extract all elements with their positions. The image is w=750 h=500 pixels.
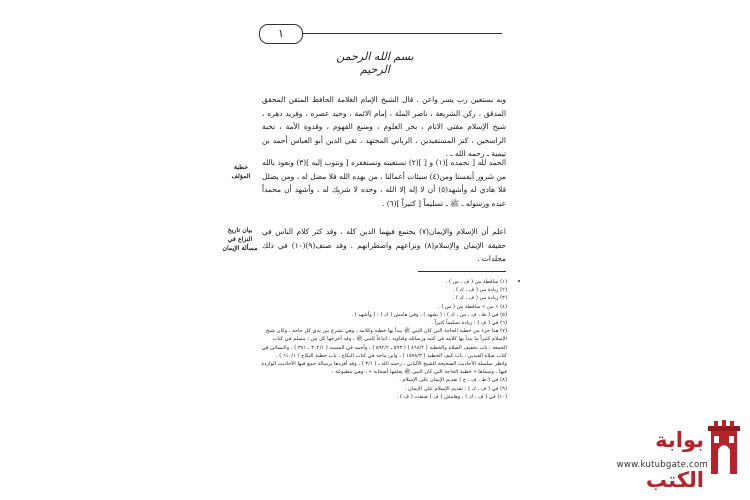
footnote: (٢) زيادة من ( ف ، ك ) .	[452, 287, 507, 294]
footnotes	[259, 278, 507, 401]
footnote: (٧) هذا جزء من خطبة الحاجة التي كان النبي ﷺ يبدأ بها خطبه وكلامه ، وهي تشرع بين يدي كل حاجة ، وكان شيخ الإسلام كثيراً ما يبدأ بها كلامه في كتبه ورسائله وفتاويه ، اتباعاً للنبي ﷺ ، وقد أخرجها كل من : مسلم في كتاب الجمعة ، باب تخفيف الصلاة والخطبة ( ٨٦٨/٢ ) ( ٥٩٣ ـ ٥٩٢/٢ ) ، وأحمد في المسند ( ٣٠٢/١ ، ٣٧١ ) ، والنسائي في كتاب صلاة العيدين ، باب كيف الخطبة ( ١٥٧٨/٣ ) ، وابن ماجه في كتاب النكاح ، باب خطبة النكاح ( ٦١٠/١ ) .	[261, 328, 507, 359]
brand-url: www.kutubgate.com	[616, 460, 708, 470]
footnote: وانظر سلسلة الأحاديث الصحيحة للشيخ الألباني ـ رحمه الله ـ ( ٣/١ ) ، وقد أفردها برسالة جمع فيها الأحاديث الواردة فيها ، وسماها « خطبة الحاجة التي كان النبي ﷺ يعلمها أصحابه » ، وهي مطبوعة .	[261, 361, 507, 376]
footnote: (٥) في ( ط ، ف ، س ، ك ) : ( نشهد ) ، وفي هامش ( ك ) : ( وأشهد ) .	[351, 311, 507, 318]
margin-note-dispute-history: بيان تاريخ النزاع في مسألة الإيمان	[222, 227, 258, 252]
scan-speck	[518, 280, 520, 282]
footnote: (٩) في ( ف ، ك ) : تقديم الإسلام على الإيمان .	[404, 385, 507, 392]
footnote: (١٠) في ( ف ، ك ) ، وهامش ( ف ) صنفت ( ف ) .	[396, 393, 507, 400]
footnote-divider	[418, 271, 506, 272]
footnote: (٣) زيادة من ( ف ، ك ) .	[452, 295, 507, 302]
page-number: ١	[259, 24, 303, 44]
sermon-paragraph: الحمد لله [ نحمده ](١) و [ ](٢) نستعينه ونستغفره [ ونتوب إليه ](٣) ونعوذ بالله من شرور أنفسنا ومن(٤) سيئات أعمالنا ، من يهده الله فلا مضل له ، ومن يضلل فلا هادي له وأشهد(٥) أن لا إله إلا الله ، وحده لا شريك له ، وأشهد أن محمداً عبده ورسوله ـ ﷺ ـ تسليماً [ كثيراً ](٦) .	[262, 158, 506, 208]
gate-icon	[708, 420, 740, 476]
iman-islam-paragraph: اعلم أن الإسلام والإيمان(٧) يجتمع فيهما الدين كله ، وقد كثر كلام الناس في حقيقة الإيمان والإسلام(٨) ونزاعهم واضطرابهم . وقد صنف(٩)(١٠) في ذلك مجلدات .	[262, 227, 507, 264]
margin-note-author-sermon: خطبة المؤلف	[231, 164, 251, 180]
brand-name: بوابة الكتب	[645, 428, 704, 492]
footnote: (٤) « من » ساقطة من ( س ) .	[438, 303, 507, 310]
kutubgate-logo	[608, 420, 740, 492]
intro-paragraph: وبه نستعين رب يسر واعن . قال الشيخ الإمام العلامة الحافظ المتقن المحقق المدقق ، ركن الشريعة ، ناصر الملة ، إمام الائمة ، وحيد عصره ، وفريد دهره ، شيخ الإسلام مفتي الانام ، بحر العلوم ، ومنبع الفهوم ، وقدوة الأمة ، نخبة الراسخين ، كنز المستفيدين ، الرباني المجتهد ، تقي الدين أبو العباس أحمد بن تيمية ـ رحمه الله ـ .	[262, 95, 506, 159]
footnote: (٦) في ( ف ) : زيادة تسليماً كثيراً .	[431, 320, 507, 327]
basmala: بسم الله الرحمن الرحيم	[336, 50, 414, 76]
footnote: (٨) في ( ط ، ف ، ح ) تقديم الإيمان على الإسلام .	[399, 377, 507, 384]
footnote: (١) ساقطة من ( ف ، س ) .	[445, 279, 507, 285]
